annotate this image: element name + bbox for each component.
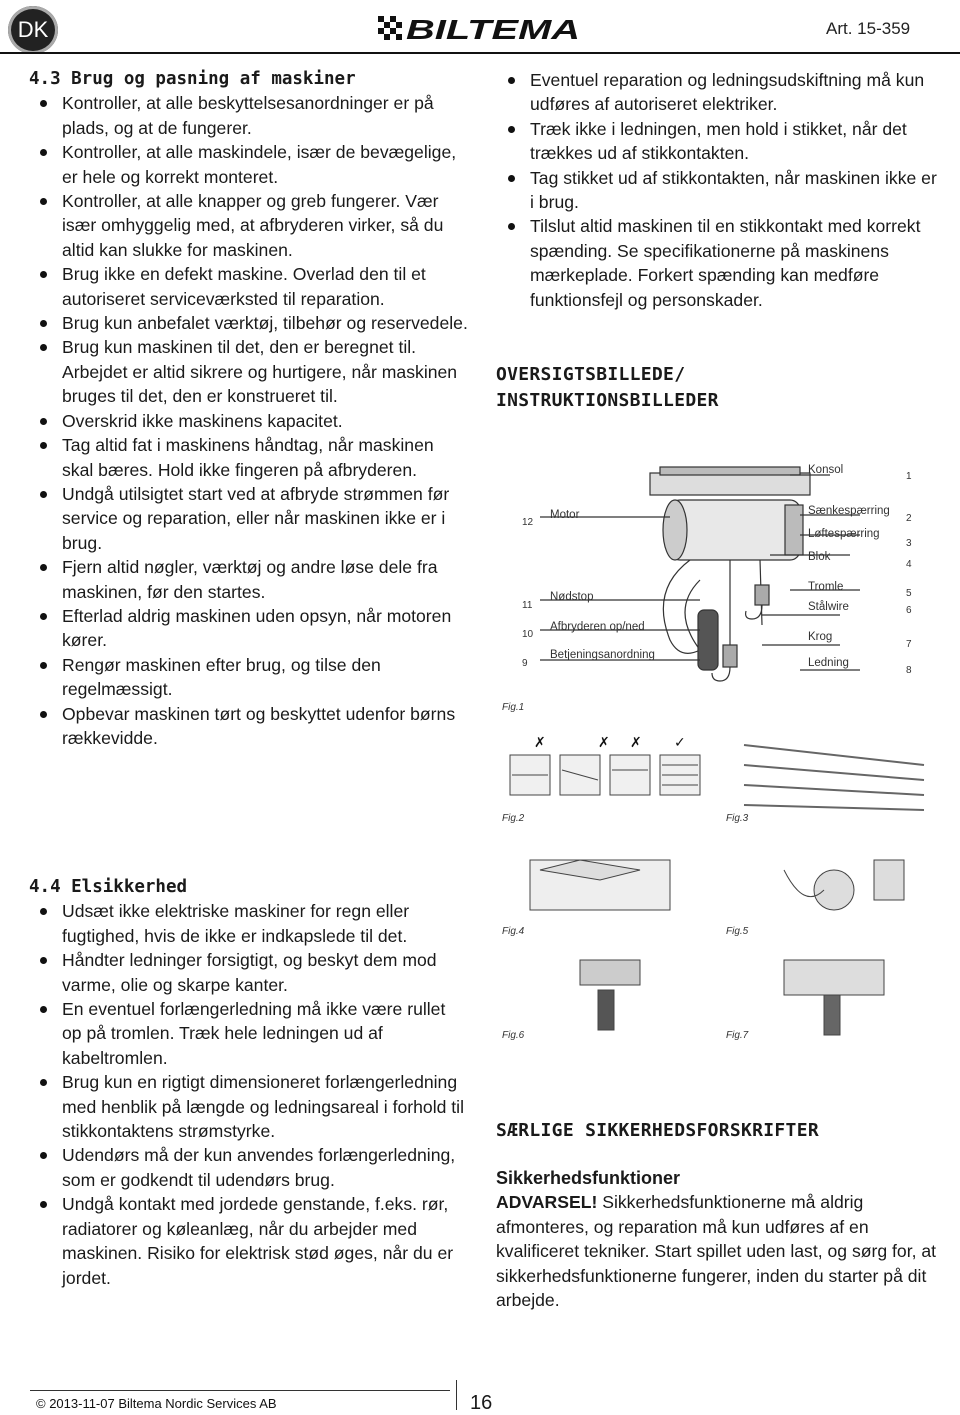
page-number: 16 (470, 1392, 493, 1414)
callout-number: 9 (522, 658, 528, 669)
hook-illustration (724, 840, 940, 940)
section-4-3-title: 4.3 Brug og pasning af maskiner (29, 69, 356, 89)
label-ledning: Ledning (808, 657, 849, 669)
figure-5 (724, 840, 940, 940)
list-item: Udendørs må der kun anvendes forlængerledning, som er godkendt til udendørs brug. (29, 1143, 469, 1192)
list-item: Træk ikke i ledningen, men hold i stikket, når det trækkes ud af stikkontakten. (497, 117, 942, 166)
svg-text:✗: ✗ (534, 735, 546, 751)
safety-functions-subtitle: Sikkerhedsfunktioner (496, 1168, 681, 1188)
list-item: Tilslut altid maskinen til en stikkontakt med korrekt spænding. Se specifikationerne på maskinens mærkeplade. Forkert spænding kan medføre funktionsfejl og personskader. (497, 214, 942, 312)
list-item: Overskrid ikke maskinens kapacitet. (29, 409, 469, 433)
list-item: Tag stikket ud af stikkontakten, når maskinen ikke er i brug. (497, 166, 942, 215)
label-loeftespaerring: Løftespærring (808, 528, 880, 540)
section-4-3 (29, 67, 469, 750)
wire-rope-illustration (724, 725, 940, 825)
callout-number: 11 (522, 600, 533, 611)
figure-caption: Fig.4 (502, 926, 525, 937)
list-item: Undgå utilsigtet start ved at afbryde strømmen før service og reparation, eller når maskinen ikke er i brug. (29, 482, 469, 555)
country-badge: DK (8, 6, 58, 54)
callout-number: 5 (906, 588, 912, 599)
label-afbryderen: Afbryderen op/ned (550, 621, 645, 633)
callout-number: 7 (906, 639, 912, 650)
list-item: Brug kun anbefalet værktøj, tilbehør og reservedele. (29, 311, 469, 335)
list-item: Brug kun en rigtigt dimensioneret forlængerledning med henblik på længde og ledningsareal i forhold til stikkontaktens strømstyrke. (29, 1070, 469, 1143)
list-item: Brug kun maskinen til det, den er beregnet til. Arbejdet er altid sikrere og hurtigere, når maskinen bruges til det, den er konstrueret til. (29, 335, 469, 408)
svg-text:✓: ✓ (674, 735, 686, 751)
figure-4 (500, 840, 710, 940)
electric-safety-continued (497, 68, 942, 312)
callout-number: 3 (906, 538, 912, 549)
svg-text:BILTEMA: BILTEMA (406, 14, 580, 42)
overview-title-line-2: INSTRUKTIONSBILLEDER (496, 390, 719, 411)
list-item: Håndter ledninger forsigtigt, og beskyt dem mod varme, olie og skarpe kanter. (29, 948, 469, 997)
callout-number: 10 (522, 629, 534, 640)
right-list (497, 68, 942, 312)
bracket-mount-illustration (500, 840, 710, 940)
svg-text:✗: ✗ (598, 735, 610, 751)
label-blok: Blok (808, 551, 831, 563)
special-safety-title: SÆRLIGE SIKKERHEDSFORSKRIFTER (496, 1120, 819, 1141)
list-item: Fjern altid nøgler, værktøj og andre løse dele fra maskinen, før den startes. (29, 555, 469, 604)
callout-number: 12 (522, 517, 534, 528)
callout-number: 8 (906, 665, 912, 676)
overview-title (496, 362, 719, 414)
label-betjening: Betjeningsanordning (550, 649, 655, 661)
figure-caption: Fig.3 (726, 813, 749, 824)
callout-number: 1 (906, 471, 912, 482)
figure-caption: Fig.1 (502, 702, 525, 713)
label-saenkespaerring: Sænkespærring (808, 505, 890, 517)
hoist-detail-illustration (724, 950, 940, 1045)
section-4-3-list (29, 91, 469, 750)
svg-text:✗: ✗ (630, 735, 642, 751)
list-item: Brug ikke en defekt maskine. Overlad den til et autoriseret serviceværksted til reparation. (29, 262, 469, 311)
callout-number: 4 (906, 559, 912, 570)
hoist-illustration (500, 455, 940, 717)
figure-2 (500, 725, 710, 825)
section-4-4-list (29, 899, 469, 1290)
list-item: Udsæt ikke elektriske maskiner for regn eller fugtighed, hvis de ikke er indkapslede til det. (29, 899, 469, 948)
overview-title-line-1: OVERSIGTSBILLEDE/ (496, 364, 686, 385)
list-item: En eventuel forlængerledning må ikke være rullet op på tromlen. Træk hele ledningen ud af kabeltromlen. (29, 997, 469, 1070)
section-4-4 (29, 875, 469, 1290)
list-item: Efterlad aldrig maskinen uden opsyn, når motoren kører. (29, 604, 469, 653)
warning-text: Sikkerhedsfunktionerne må aldrig afmonteres, og reparation må kun udføres af en kvalificeret tekniker. Start spillet uden last, og sørg for, at sikkerhedsfunktionerne fungerer, inden du starter på dit arbejde. (496, 1192, 937, 1311)
callout-number: 6 (906, 605, 912, 616)
list-item: Kontroller, at alle knapper og greb fungerer. Vær især omhyggelig med, at afbryderen virker, så du altid kan slukke for maskinen. (29, 189, 469, 262)
controller-illustration (500, 950, 710, 1045)
label-staalwire: Stålwire (808, 601, 849, 613)
copyright: © 2013-11-07 Biltema Nordic Services AB (36, 1396, 277, 1411)
safety-functions (496, 1166, 941, 1312)
list-item: Eventuel reparation og ledningsudskiftning må kun udføres af autoriseret elektriker. (497, 68, 942, 117)
section-4-4-title: 4.4 Elsikkerhed (29, 877, 188, 897)
figure-caption: Fig.2 (502, 813, 525, 824)
list-item: Tag altid fat i maskinens håndtag, når maskinen skal bæres. Hold ikke fingeren på afbryderen. (29, 433, 469, 482)
label-motor: Motor (550, 509, 580, 521)
label-konsol: Konsol (808, 464, 844, 476)
figure-3 (724, 725, 940, 825)
figure-1 (500, 455, 940, 717)
biltema-logo (378, 14, 582, 42)
warning-paragraph (496, 1190, 941, 1312)
list-item: Rengør maskinen efter brug, og tilse den regelmæssigt. (29, 653, 469, 702)
figure-caption: Fig.7 (726, 1030, 749, 1041)
list-item: Undgå kontakt med jordede genstande, f.eks. rør, radiatorer og køleanlæg, når du arbejder med maskinen. Risiko for elektrisk stød øges, når du er jordet. (29, 1192, 469, 1290)
wire-drum-illustration (500, 725, 710, 825)
label-krog: Krog (808, 631, 833, 643)
label-noedstop: Nødstop (550, 591, 594, 603)
list-item: Opbevar maskinen tørt og beskyttet udenfor børns rækkevidde. (29, 702, 469, 751)
article-number: Art. 15-359 (826, 19, 911, 38)
figure-6 (500, 950, 710, 1045)
figure-caption: Fig.6 (502, 1030, 525, 1041)
label-tromle: Tromle (808, 581, 844, 593)
list-item: Kontroller, at alle maskindele, især de bevægelige, er hele og korrekt monteret. (29, 140, 469, 189)
footer-rule (30, 1390, 450, 1391)
warning-label: ADVARSEL! (496, 1192, 598, 1213)
figure-7 (724, 950, 940, 1045)
footer-divider (456, 1380, 457, 1410)
list-item: Kontroller, at alle beskyttelsesanordninger er på plads, og at de fungerer. (29, 91, 469, 140)
header-rule (0, 52, 960, 54)
figure-caption: Fig.5 (726, 926, 749, 937)
callout-number: 2 (906, 513, 912, 524)
